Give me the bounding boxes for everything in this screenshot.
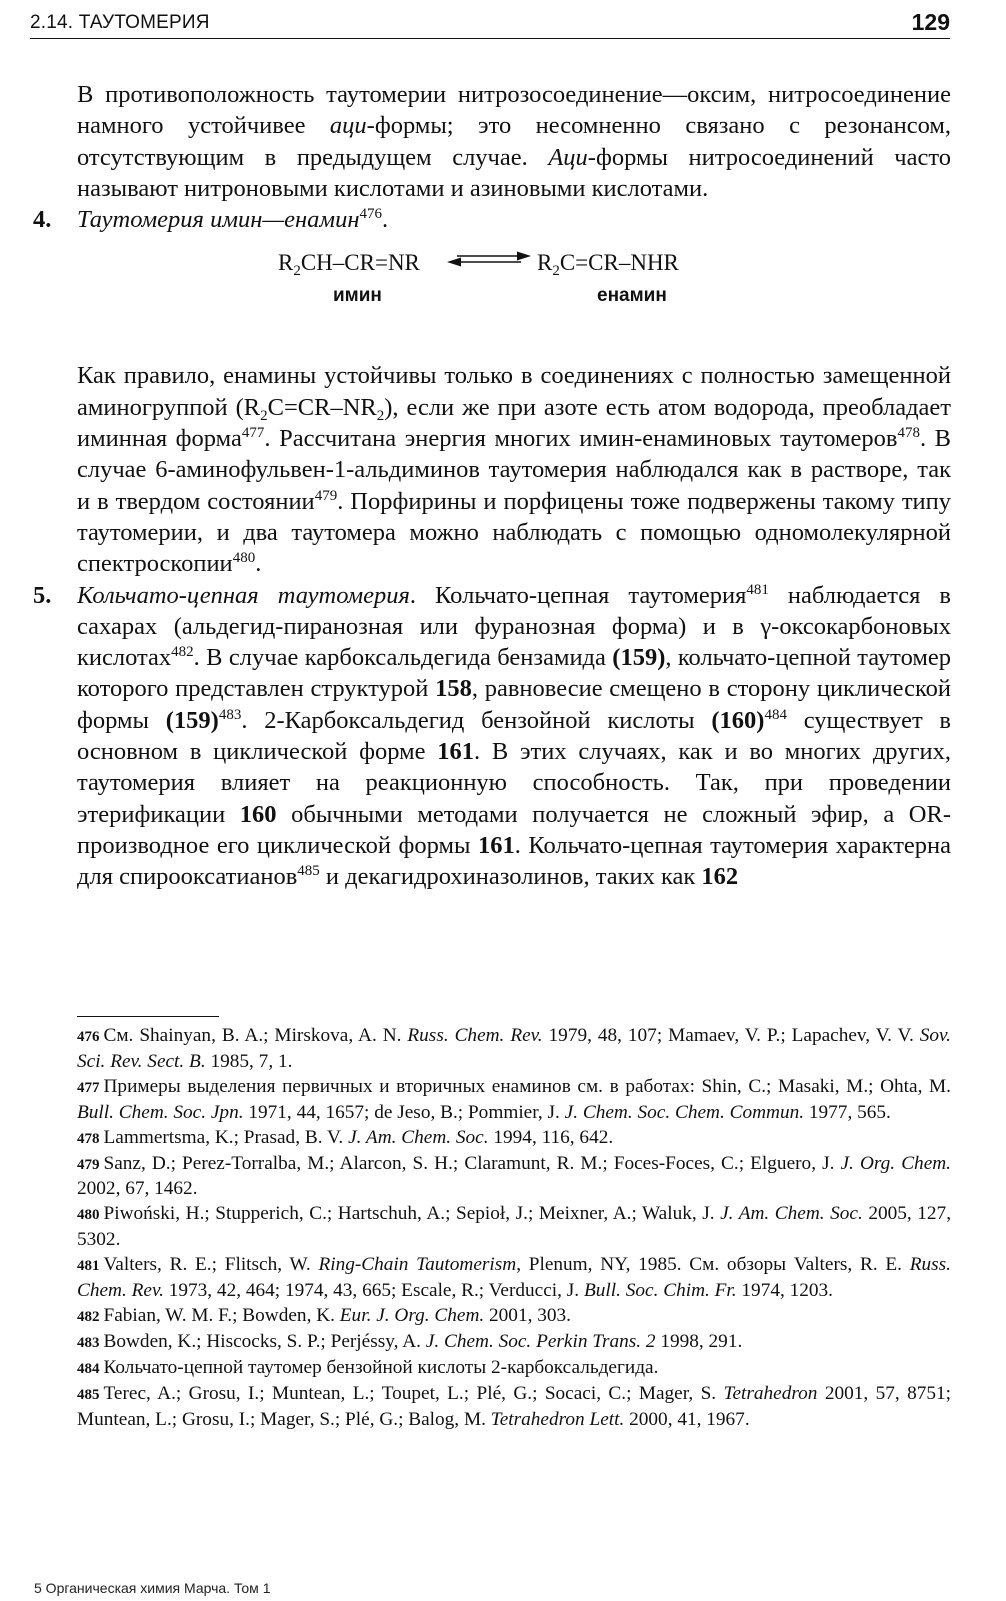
footnote-ref: 481 [746,581,769,598]
footnote-484: 484 Кольчато-цепной таутомер бензойной кислоты 2-карбоксальдегида. [77,1356,659,1378]
footnote-ref: 476 [359,206,382,223]
compound-number: 158 [435,675,472,703]
item-title: Кольчато-цепная таутомерия [77,581,410,609]
footnote-ref: 485 [297,863,320,880]
item-title: Таутомерия имин—енамин [77,206,360,234]
compound-number: (159) [612,644,666,672]
footnote-ref: 482 [171,644,194,661]
item-imine-enamine: 4. Таутомерия имин—енамин$^{476}$. [77,204,951,235]
footnote-478: 478 Lammertsma, K.; Prasad, B. V. J. Am. Chem. Soc. 1994, 116, 642. [77,1126,614,1148]
footnote-ref: 484 [764,706,787,723]
signature-footer: 5 Органическая химия Марча. Том 1 [34,1580,271,1596]
footnote-483: 483 Bowden, K.; Hiscocks, S. P.; Perjéssy, A. J. Chem. Soc. Perkin Trans. 2 1998, 291. [77,1330,743,1352]
footnote-482: 482 Fabian, W. M. F.; Bowden, K. Eur. J. Org. Chem. 2001, 303. [77,1304,571,1326]
item-ring-chain: 5. Кольчато-цепная таутомерия. Кольчато-цепная таутомерия$^{481}$ наблюдается в сахарах (альдегид-пиранозная или фуранозная форма) и в γ-оксокарбоновых кислотах$^{482}$. В случае карбоксальдегида бензамида (159), кольчато-цепной таутомер которого представлен структурой 158, равновесие смещено в сторону циклической формы $(159)^{483}$. 2-Карбоксальдегид бензойной кислоты $(160)^{484}$ существует в основном в циклической форме 161. В этих случаях, как и во многих других, таутомерия влияет на реакционную способность. Так, при проведении этерификации 160 обычными методами получается не сложный эфир, а OR-производное его циклической формы 161. Кольчато-цепная таутомерия характерна для спирооксатианов$^{485}$ и декагидрохиназолинов, таких как 162 [33,581,952,891]
item-number: 4. [33,206,52,234]
footnote-ref: 479 [314,487,338,504]
footnote-485: 485 Terec, A.; Grosu, I.; Muntean, L.; Toupet, L.; Plé, G.; Socaci, C.; Mager, S. Tetrahedron 2001, 57, 8751; Muntean, L.; Grosu, I.; Mager, S.; Plé, G.; Balog, M. Tetrahedron Lett. 2000, 41, 1967. [77,1382,951,1430]
compound-number: (159) [165,706,219,734]
footnote-481: 481 Valters, R. E.; Flitsch, W. Ring-Chain Tautomerism, Plenum, NY, 1985. См. обзоры Valters, R. E. Russ. Chem. Rev. 1973, 42, 464; 1974, 43, 665; Escale, R.; Verducci, J. Bull. Soc. Chim. Fr. 1974, 1203. [77,1254,951,1302]
enamine-formula: $R_2C=CR$–NHR [537,250,679,280]
page-number: 129 [911,9,950,35]
compound-number: 161 [478,831,515,859]
footnote-ref: 483 [218,706,242,723]
section-title: 2.14. ТАУТОМЕРИЯ [30,12,210,33]
footnote-476: 476 См. Shainyan, B. A.; Mirskova, A. N. Russ. Chem. Rev. 1979, 48, 107; Mamaev, V. P.; Lapachev, V. V. Sov. Sci. Rev. Sect. B. 1985, 7, 1. [77,1025,951,1072]
compound-number: 162 [701,863,739,891]
equilibrium-arrows-icon [447,251,531,267]
footnotes [77,1024,951,1433]
footnote-ref: 478 [897,425,920,442]
paragraph-nitro: В противоположность таутомерии нитрозосоединение—оксим, нитросоединение намного устойчивее аци-формы; это несомненно связано с резонансом, отсутствующим в предыдущем случае. Аци-формы нитросоединений часто называют нитроновыми кислотами и азиновыми кислотами. [77,81,951,202]
running-header [30,8,950,39]
footnote-479: 479 Sanz, D.; Perez-Torralba, M.; Alarcon, S. H.; Claramunt, R. M.; Foces-Foces, C.; Elguero, J. J. Org. Chem. 2002, 67, 1462. [77,1152,952,1200]
compound-number: (160) [711,706,765,734]
compound-number: 160 [239,800,277,828]
footnote-477: 477 Примеры выделения первичных и вторичных енаминов см. в работах: Shin, C.; Masaki, M.; Ohta, M. Bull. Chem. Soc. Jpn. 1971, 44, 1657; de Jeso, B.; Pommier, J. J. Chem. Soc. Chem. Commun. 1977, 565. [77,1075,951,1123]
enamine-label: енамин [597,285,667,307]
imine-formula: $R_2CH-CR=NR$ [278,250,420,280]
tautomer-equation [77,235,951,360]
footnote-480: 480 Piwoński, H.; Stupperich, C.; Hartschuh, A.; Sepioł, J.; Meixner, A.; Waluk, J. J. Am. Chem. Soc. 2005, 127, 5302. [77,1203,952,1251]
item-number: 5. [33,581,52,609]
paragraph-enamine: Как правило, енамины устойчивы только в соединениях с полностью замещенной аминогруппой $(R_2C=CR-NR_2)$, если же при азоте есть атом водорода, преобладает иминная форма$^{477}$. Рассчитана энергия многих имин-енаминовых таутомеров$^{478}$. В случае 6-аминофульвен-1-альдиминов таутомерия наблюдался как в растворе, так и в твердом состоянии$^{479}$. Порфирины и порфицены тоже подвержены такому типу таутомерии, и два таутомера можно наблюдать с помощью одномолекулярной спектроскопии$^{480}$. [77,362,952,578]
imine-label: имин [333,285,382,307]
main-text [33,79,952,893]
compound-number: 161 [437,738,475,766]
footnote-ref: 480 [232,550,256,567]
footnote-ref: 477 [241,425,265,442]
footnote-divider [77,1016,219,1017]
